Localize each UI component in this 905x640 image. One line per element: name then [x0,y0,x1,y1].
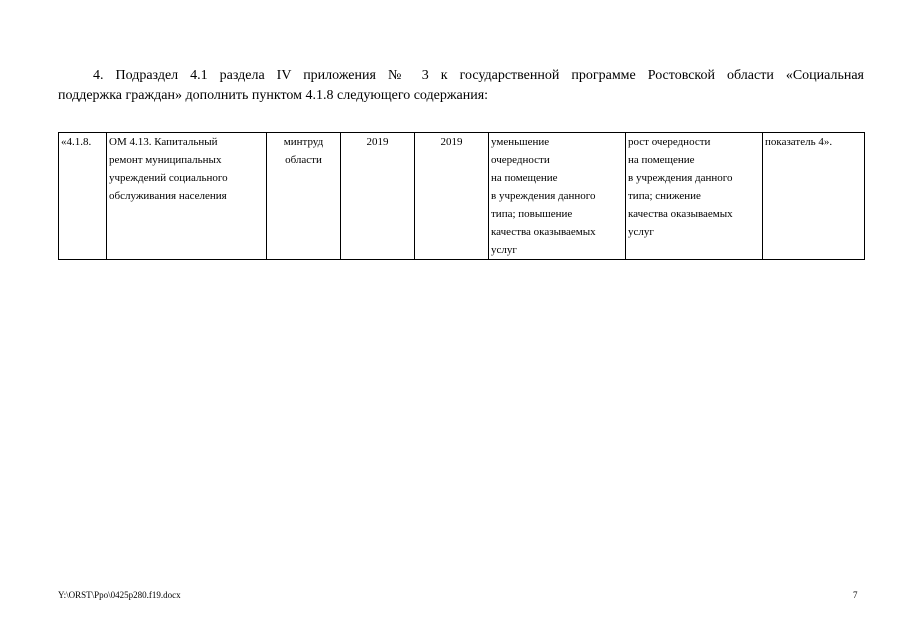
footer-file-path: Y:\ORST\Ppo\0425p280.f19.docx [58,590,181,600]
cell-end-year [415,133,489,260]
cell-start-year [341,133,415,260]
cell-line: в учреждения данного [491,190,596,202]
cell-line: услуг [628,226,654,238]
cell-executor [267,133,341,260]
cell-line: очередности [491,154,550,166]
cell-line: минтруд [283,136,324,148]
cell-line: обслуживания населения [109,190,227,202]
cell-line: уменьшение [491,136,550,148]
cell-line: области [285,154,322,166]
cell-line: 2019 [440,136,463,148]
cell-line: «4.1.8. [61,136,92,148]
amendment-paragraph [58,66,864,106]
cell-line: качества оказываемых [491,226,596,238]
cell-line: 2019 [366,136,389,148]
cell-line: на помещение [628,154,695,166]
cell-item-number [59,133,107,260]
cell-indicator [763,133,865,260]
paragraph-line-2: поддержка граждан» дополнить пунктом 4.1.8 следующего содержания: [58,88,489,103]
cell-consequences [626,133,763,260]
footer-page-number: 7 [853,590,858,600]
cell-line: типа; повышение [491,208,573,220]
cell-line: услуг [491,244,517,256]
cell-line: в учреждения данного [628,172,733,184]
cell-line: рост очередности [628,136,711,148]
paragraph-line-1: 4. Подраздел 4.1 раздела IV приложения № 3 к государственной программе Ростовской области «Социальная [93,68,864,83]
cell-measure-name [107,133,267,260]
cell-line: учреждений социального [109,172,228,184]
cell-line: показатель 4». [765,136,833,148]
cell-line: на помещение [491,172,558,184]
cell-line: ОМ 4.13. Капитальный [109,136,218,148]
cell-expected-result [489,133,626,260]
cell-line: типа; снижение [628,190,701,202]
table-row [59,133,865,260]
cell-line: качества оказываемых [628,208,733,220]
cell-line: ремонт муниципальных [109,154,222,166]
amendment-table [58,132,865,260]
